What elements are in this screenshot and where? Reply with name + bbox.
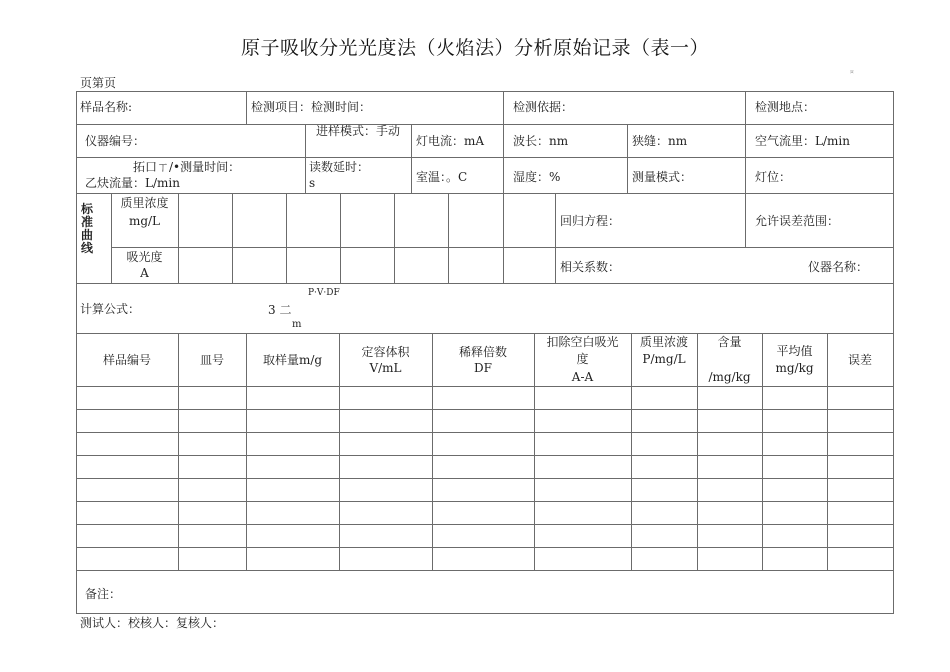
header-blank-absorbance-2: 度 (576, 352, 589, 366)
grid-line-v (305, 124, 306, 193)
read-delay-unit: s (309, 176, 316, 190)
lamp-position-label: 灯位： (755, 170, 792, 184)
formula-numerator: P·V·DF (308, 288, 340, 298)
tolerance-range-label: 允许误差范围： (755, 214, 840, 228)
grid-line-v (627, 124, 628, 193)
standard-curve-section-label (80, 203, 94, 255)
header-volume: 定容体积 (361, 345, 410, 359)
section-label-char: 标 (80, 202, 93, 216)
header-dish-number: 皿号 (199, 353, 224, 367)
header-volume-unit: V/mL (369, 361, 402, 375)
signatures-line: 测试人：校核人：复核人： (80, 616, 225, 630)
grid-line-v (534, 333, 535, 570)
grid-line-v (246, 91, 247, 124)
section-label-char: 曲 (80, 228, 93, 242)
sample-name-label: 样品名称: (80, 100, 133, 114)
formula-middle: 3 二 (268, 303, 292, 317)
grid-line-h (76, 333, 894, 334)
section-label-char: 线 (80, 241, 93, 255)
grid-line-v (503, 91, 504, 124)
grid-line-v (745, 193, 746, 247)
test-item-time-label: 检测项目：检测时间： (251, 100, 372, 114)
grid-line-v (232, 193, 233, 283)
regression-equation-label: 回归方程： (560, 214, 621, 228)
read-delay-label: 读数延时： (309, 160, 370, 174)
instrument-number-label: 仪器编号： (85, 134, 146, 148)
grid-line-v (286, 193, 287, 283)
port-measure-time-label: 拓口ㄒ/•测量时间： (133, 160, 241, 174)
grid-line-v (246, 333, 247, 570)
grid-line-v (178, 333, 179, 570)
grid-line-h (76, 455, 894, 456)
wavelength-label: 波长：nm (513, 134, 569, 148)
injection-mode-label: 进样模式：手动 (316, 124, 401, 138)
page-title: 原子吸收分光光度法（火焰法）分析原始记录（表一） (240, 37, 709, 59)
section-label-char: 准 (80, 215, 93, 229)
header-mass-concentration: 质里浓渡 (639, 335, 688, 349)
grid-line-v (411, 124, 412, 193)
acetylene-flow-label: 乙炔流量：L/min (85, 176, 180, 190)
corner-mark: ¤ (850, 69, 854, 76)
formula-denominator: m (292, 319, 302, 330)
absorbance-label: 吸光度 (126, 250, 163, 264)
grid-line-h (76, 283, 894, 284)
grid-line-h (76, 547, 894, 548)
grid-line-h (76, 570, 894, 571)
grid-line-v (340, 193, 341, 283)
grid-line-h (76, 157, 894, 158)
lamp-current-label: 灯电流：mA (416, 134, 485, 148)
header-sample-mass: 取样量m/g (262, 353, 323, 367)
grid-line-v (503, 124, 504, 193)
instrument-name-label: 仪器名称： (808, 260, 869, 274)
remarks-label: 备注： (85, 587, 122, 601)
air-flow-label: 空气流里：L/min (755, 134, 850, 148)
test-location-label: 检测地点： (755, 100, 816, 114)
grid-line-v (394, 193, 395, 283)
slit-label: 狭缝：nm (632, 134, 688, 148)
room-temperature-label: 室温：。C (416, 170, 468, 184)
grid-line-h (76, 124, 894, 125)
header-error: 误差 (847, 353, 872, 367)
header-content-unit: /mg/kg (708, 370, 751, 384)
grid-line-v (745, 91, 746, 124)
formula-label: 计算公式： (80, 302, 141, 316)
table-bottom-border (76, 613, 894, 614)
header-content: 含量 (717, 335, 742, 349)
header-dilution-unit: DF (474, 361, 492, 375)
grid-line-v (697, 333, 698, 570)
grid-line-v (745, 124, 746, 193)
grid-line-h (76, 386, 894, 387)
grid-line-h (76, 478, 894, 479)
grid-line-v (631, 333, 632, 570)
grid-line-v (448, 193, 449, 283)
header-sample-number: 样品编号 (102, 353, 151, 367)
grid-line-h (76, 524, 894, 525)
header-average: 平均值 (776, 344, 813, 358)
table-right-border (893, 91, 894, 614)
grid-line-v (827, 333, 828, 570)
correlation-coefficient-label: 相关系数： (560, 260, 621, 274)
grid-line-v (555, 193, 556, 283)
measure-mode-label: 测量模式： (632, 170, 693, 184)
grid-line-h (76, 193, 894, 194)
test-basis-label: 检测依据： (513, 100, 574, 114)
grid-line-v (178, 193, 179, 283)
humidity-label: 湿度：% (513, 170, 561, 184)
mass-concentration-label: 质里浓度 (120, 196, 169, 210)
page-number-label: 页第页 (80, 76, 117, 90)
grid-line-h (76, 501, 894, 502)
grid-line-h (76, 432, 894, 433)
absorbance-unit: A (140, 266, 149, 280)
header-dilution: 稀释倍数 (458, 345, 507, 359)
grid-line-v (503, 193, 504, 283)
header-mass-concentration-unit: P/mg/L (642, 352, 686, 366)
header-blank-absorbance: 扣除空白吸光 (546, 335, 619, 349)
table-top-border (76, 91, 894, 92)
grid-line-h (76, 409, 894, 410)
header-blank-absorbance-unit: A-A (571, 370, 594, 384)
mass-concentration-unit: mg/L (128, 214, 161, 228)
header-average-unit: mg/kg (775, 361, 814, 375)
